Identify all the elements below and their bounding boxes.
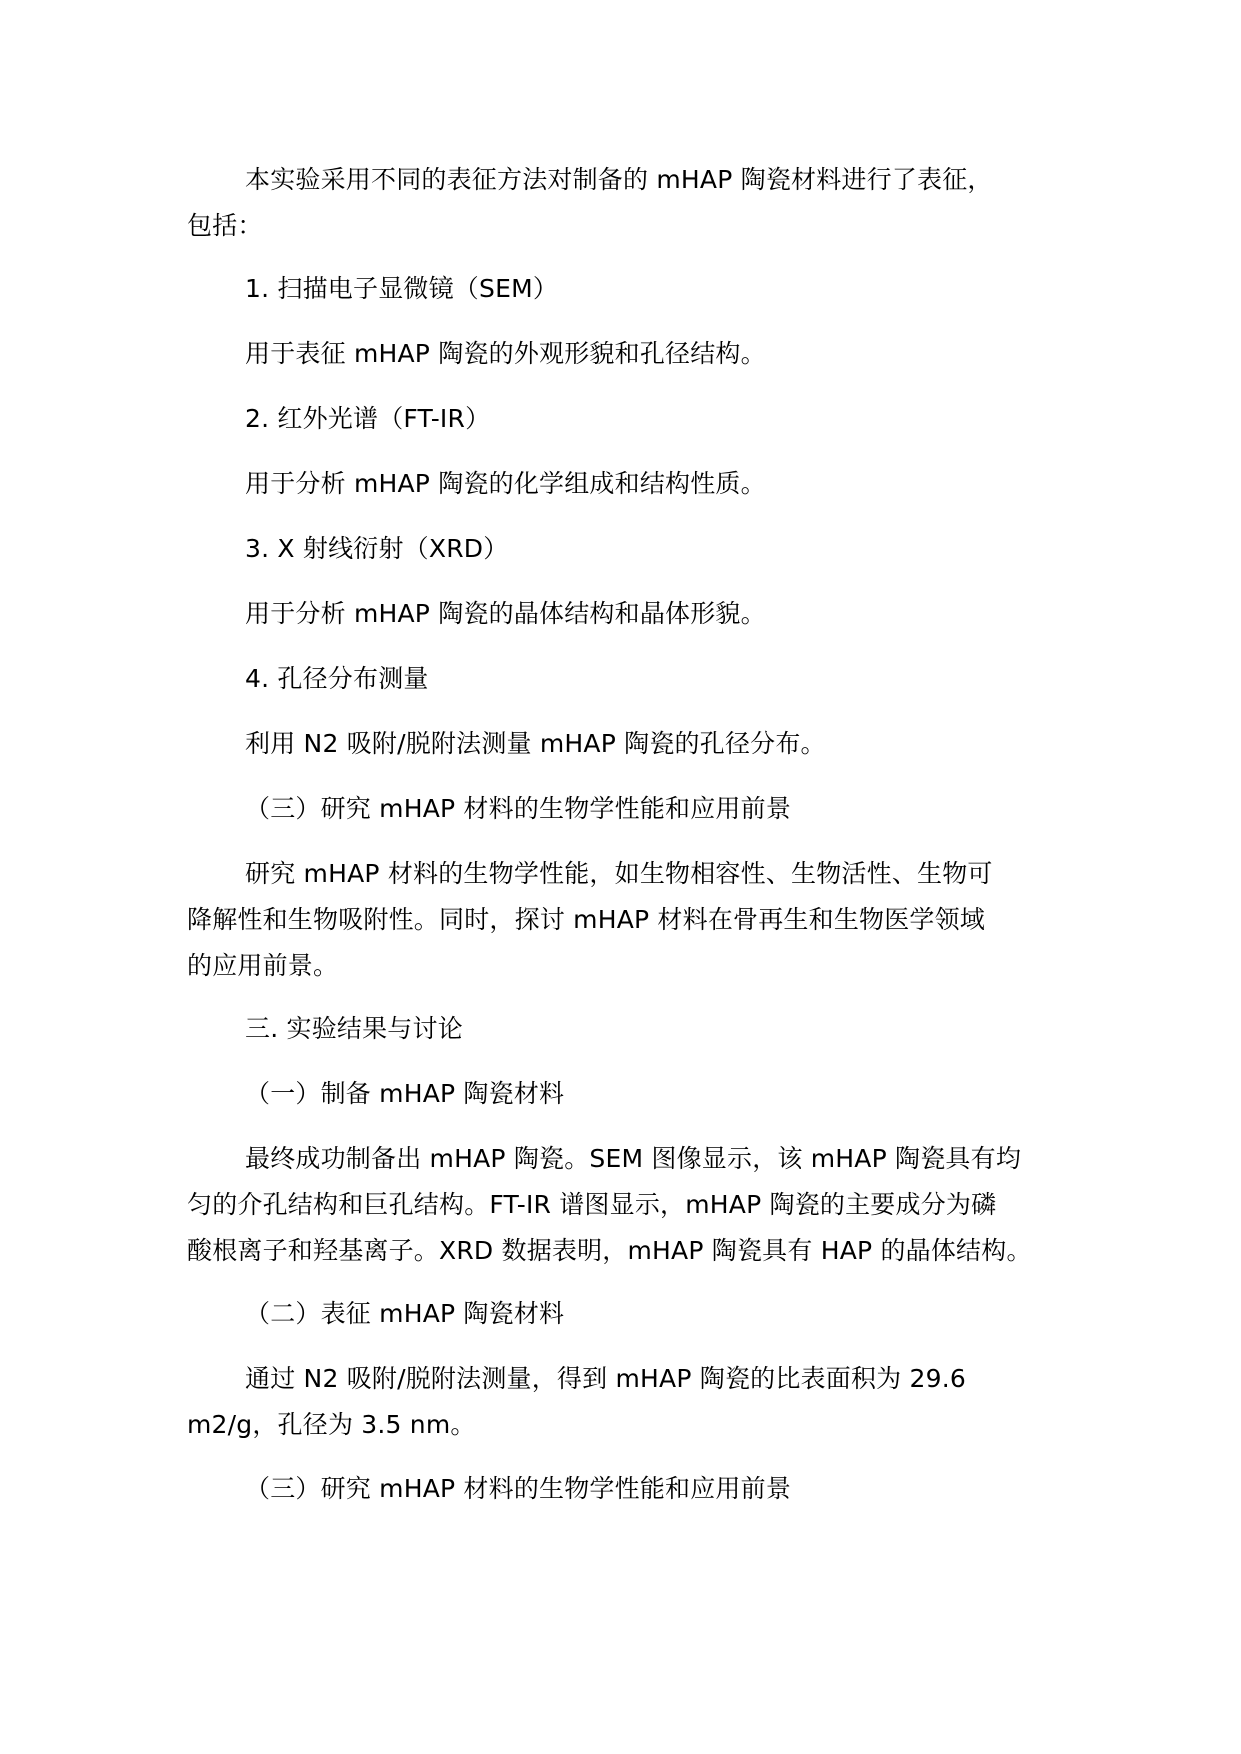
section-heading — [187, 1291, 1067, 1337]
paragraph-surface-area — [187, 1356, 1067, 1448]
chapter-heading — [187, 1006, 1067, 1052]
text-line: （一）制备 mHAP 陶瓷材料 — [245, 1079, 565, 1108]
section-heading — [187, 1466, 1067, 1512]
text-line: 研究 mHAP 材料的生物学性能，如生物相容性、生物活性、生物可 — [245, 859, 993, 888]
text-line: 包括： — [187, 211, 263, 240]
text-line: 三. 实验结果与讨论 — [245, 1014, 463, 1043]
paragraph-sem-desc — [187, 331, 1067, 377]
text-line: 3. X 射线衍射（XRD） — [245, 534, 509, 563]
text-line: 用于分析 mHAP 陶瓷的晶体结构和晶体形貌。 — [245, 599, 766, 628]
text-line: 本实验采用不同的表征方法对制备的 mHAP 陶瓷材料进行了表征， — [245, 165, 993, 194]
paragraph-results — [187, 1136, 1067, 1274]
text-line: 1. 扫描电子显微镜（SEM） — [245, 274, 559, 303]
text-line: 利用 N2 吸附/脱附法测量 mHAP 陶瓷的孔径分布。 — [245, 729, 826, 758]
section-heading — [187, 1071, 1067, 1117]
text-line: 降解性和生物吸附性。同时，探讨 mHAP 材料在骨再生和生物医学领域 — [187, 905, 986, 934]
text-line: 酸根离子和羟基离子。XRD 数据表明，mHAP 陶瓷具有 HAP 的晶体结构。 — [187, 1236, 1032, 1265]
section-heading — [187, 786, 1067, 832]
text-line: 用于分析 mHAP 陶瓷的化学组成和结构性质。 — [245, 469, 766, 498]
paragraph-ftir-desc — [187, 461, 1067, 507]
list-item-xrd — [187, 526, 1067, 572]
text-line: 匀的介孔结构和巨孔结构。FT-IR 谱图显示，mHAP 陶瓷的主要成分为磷 — [187, 1190, 997, 1219]
paragraph-xrd-desc — [187, 591, 1067, 637]
list-item-ftir — [187, 396, 1067, 442]
text-line: 通过 N2 吸附/脱附法测量，得到 mHAP 陶瓷的比表面积为 29.6 — [245, 1364, 966, 1393]
paragraph-intro — [187, 157, 1067, 249]
text-line: 的应用前景。 — [187, 951, 339, 980]
text-line: （三）研究 mHAP 材料的生物学性能和应用前景 — [245, 794, 792, 823]
list-item-pore — [187, 656, 1067, 702]
text-line: m2/g，孔径为 3.5 nm。 — [187, 1410, 476, 1439]
text-line: 用于表征 mHAP 陶瓷的外观形貌和孔径结构。 — [245, 339, 766, 368]
text-line: （三）研究 mHAP 材料的生物学性能和应用前景 — [245, 1474, 792, 1503]
text-line: 4. 孔径分布测量 — [245, 664, 429, 693]
text-line: （二）表征 mHAP 陶瓷材料 — [245, 1299, 565, 1328]
text-line: 2. 红外光谱（FT-IR） — [245, 404, 491, 433]
text-line: 最终成功制备出 mHAP 陶瓷。SEM 图像显示，该 mHAP 陶瓷具有均 — [245, 1144, 1022, 1173]
paragraph-pore-desc — [187, 721, 1067, 767]
list-item-sem — [187, 266, 1067, 312]
paragraph-bio — [187, 851, 1067, 989]
